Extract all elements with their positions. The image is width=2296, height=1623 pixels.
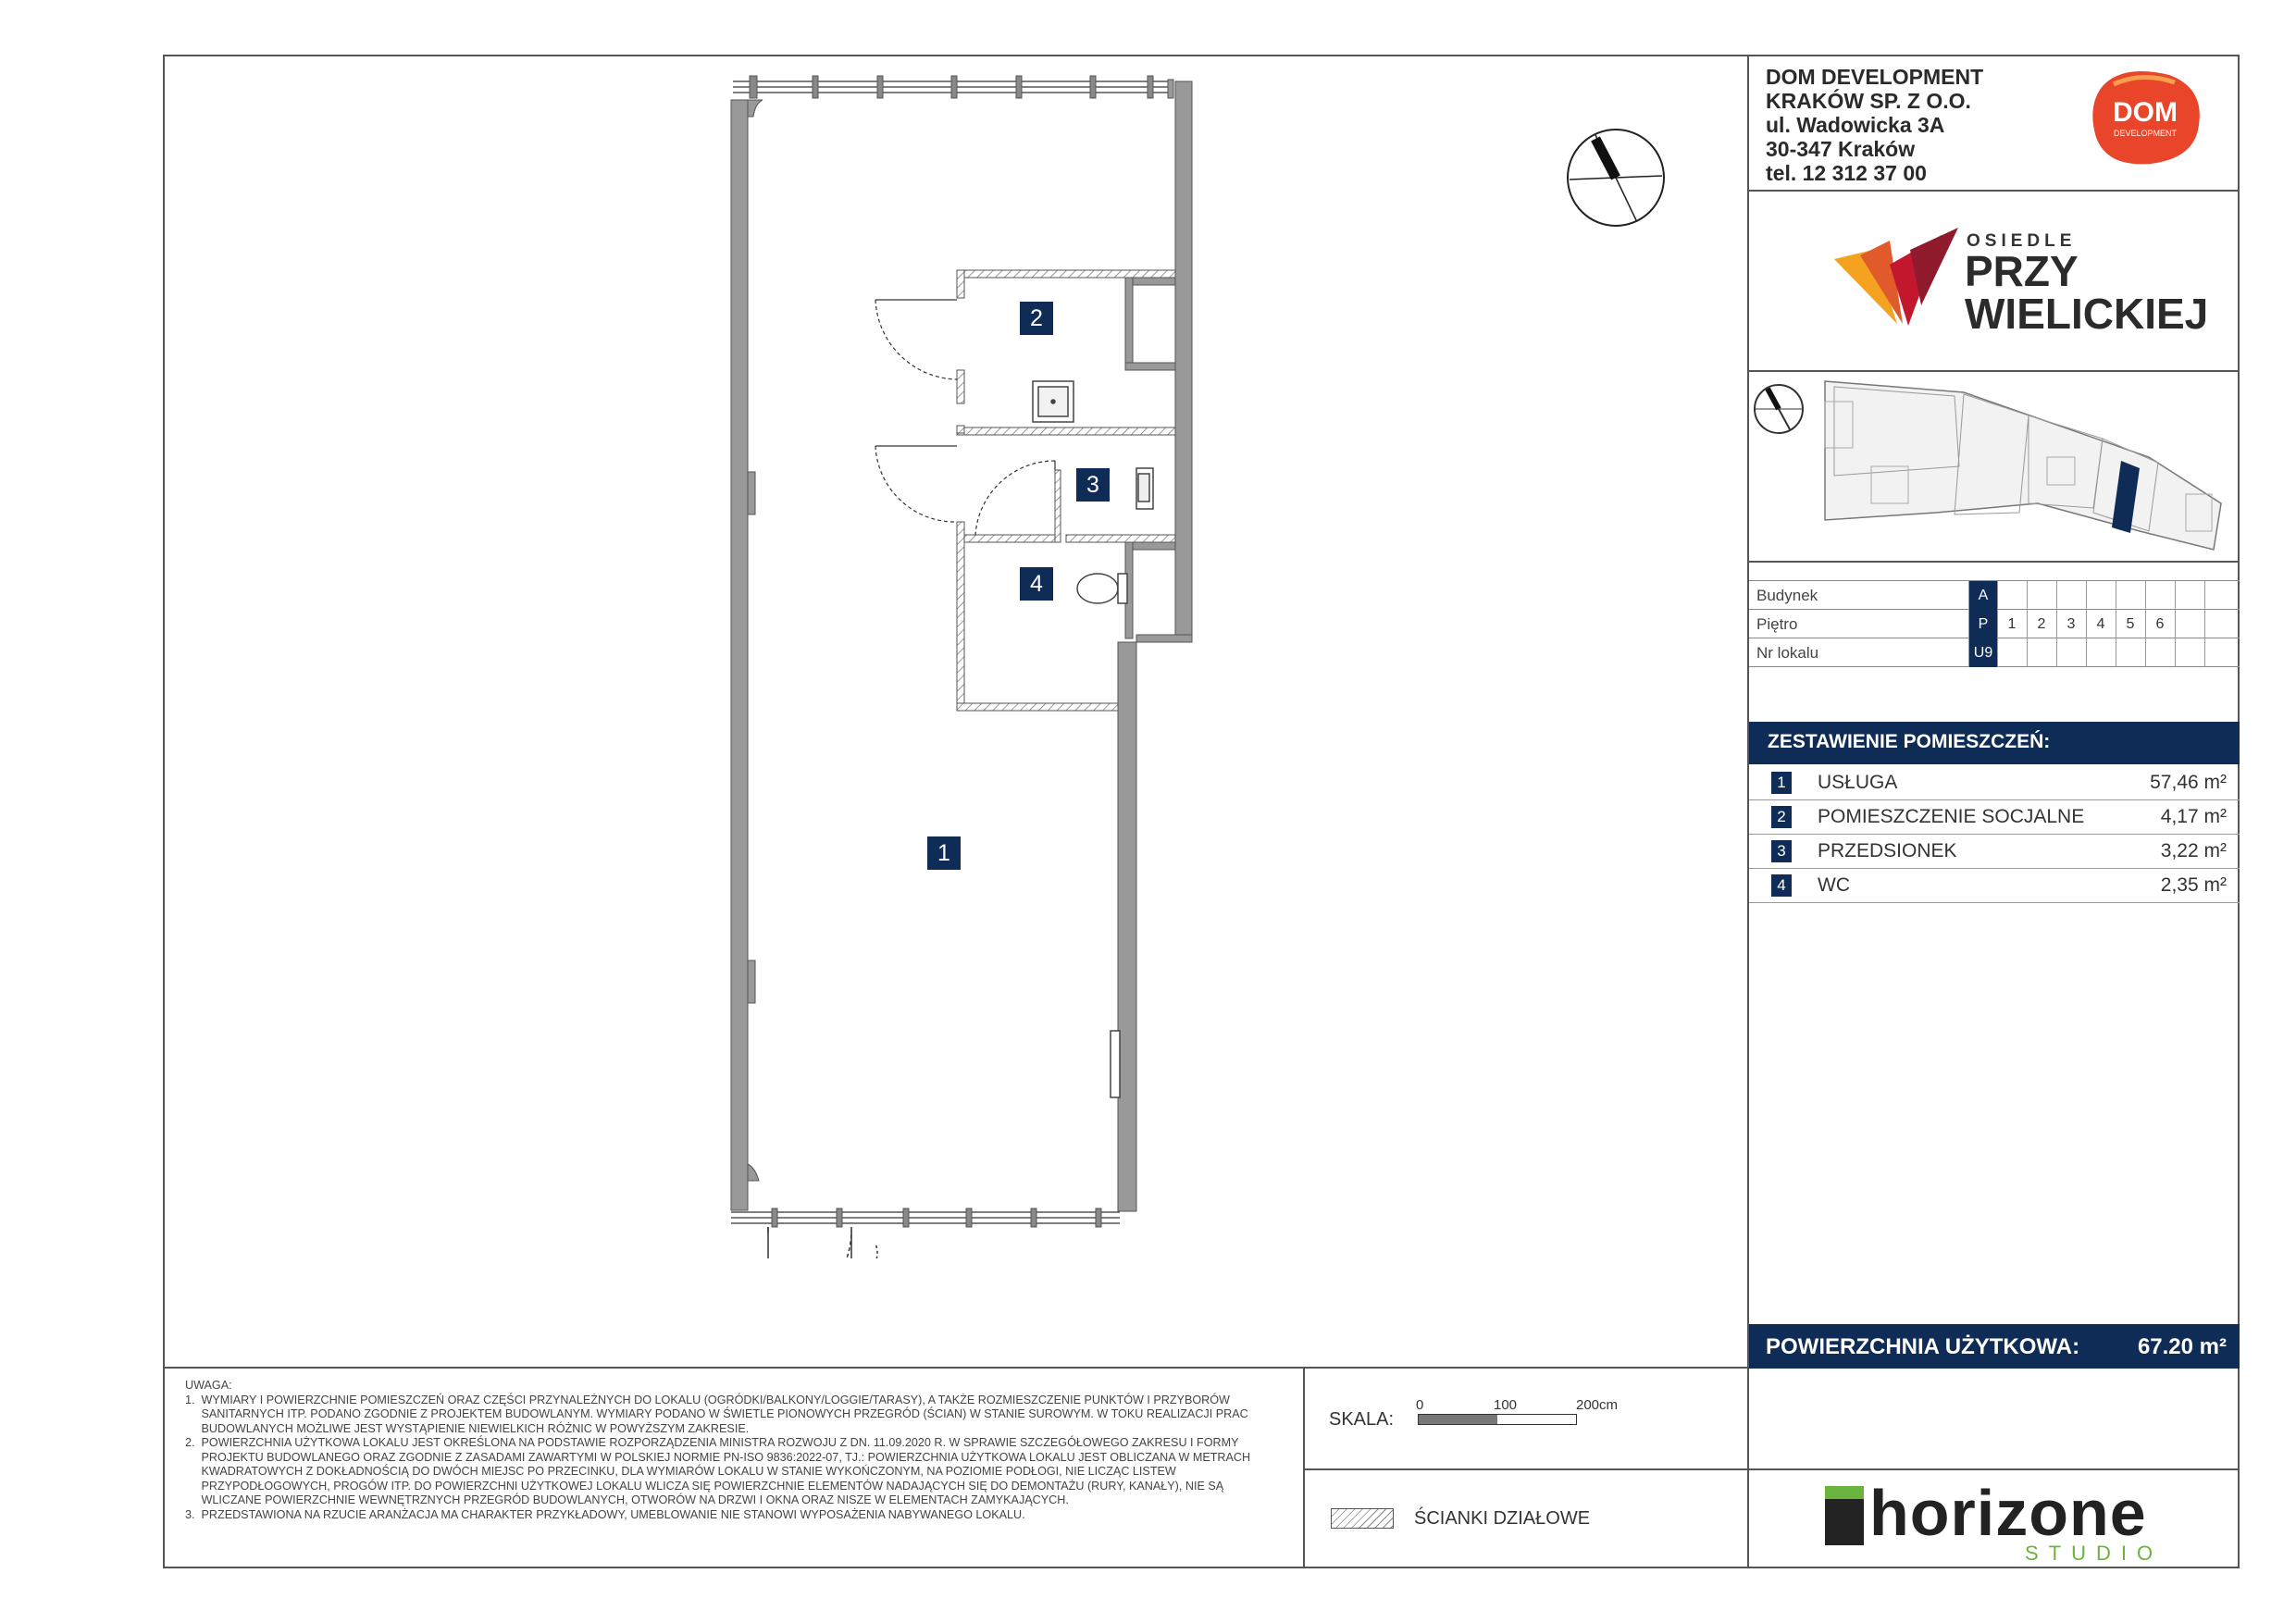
notes-line: WLICZANE POWIERZCHNIE WEWNĘTRZNYCH PRZEGRÓD BUDOWLANYCH, OTWORÓW NA DRZWI I OKNA ORAZ NISZE W ELEMENTACH ZAMYKAJĄCYCH.	[185, 1493, 1069, 1506]
plan-label-room-2: 2	[1020, 302, 1053, 335]
location-row-label: Nr lokalu	[1756, 644, 1819, 662]
location-cell	[2204, 581, 2233, 610]
keyplan-divider	[1747, 561, 2240, 563]
company-name-line1: DOM DEVELOPMENT	[1766, 65, 1984, 89]
total-area-value: 67.20 m²	[2137, 1334, 2227, 1359]
room-area: 4,17 m²	[2160, 806, 2227, 827]
location-cell: 5	[2116, 610, 2144, 638]
company-street: ul. Wadowicka 3A	[1766, 113, 1945, 137]
room-area: 2,35 m²	[2160, 874, 2227, 896]
dom-logo-word: DOM	[2113, 97, 2178, 128]
rooms-heading-text: ZESTAWIENIE POMIESZCZEŃ:	[1768, 731, 2051, 752]
key-plan	[1751, 374, 2238, 559]
room-row	[1749, 869, 2240, 903]
key-plan-drawing	[1751, 374, 2238, 559]
dom-development-logo	[2086, 68, 2206, 169]
scale-label: SKALA:	[1329, 1409, 1395, 1430]
notes-scale-divider	[1303, 1367, 1305, 1568]
company-address	[1766, 65, 1983, 185]
scale-tick-0: 0	[1416, 1397, 1424, 1413]
scale-bar-fill	[1419, 1415, 1497, 1424]
scale-tick-2: 200cm	[1576, 1397, 1619, 1413]
location-cell: P	[1968, 610, 1997, 638]
plan-label-room-3: 3	[1076, 468, 1110, 502]
location-cell	[2145, 581, 2174, 610]
location-cell	[1997, 638, 2026, 667]
studio-divider	[1747, 1468, 2240, 1470]
location-cell: 3	[2056, 610, 2085, 638]
room-number-badge: 3	[1771, 840, 1792, 862]
partition-legend-label: ŚCIANKI DZIAŁOWE	[1414, 1508, 1591, 1529]
location-cell	[2056, 638, 2085, 667]
notes-line: KWADRATOWYCH Z DOKŁADNOŚCIĄ DO DWÓCH MIEJSC PO PRZECINKU, DLA WYMIARÓW LOKALU W STANIE WYKOŃCZONYM, NA POZIOMIE PODŁOGI, NIE LICZĄC LISTEW	[185, 1465, 1176, 1478]
interior-doors	[875, 300, 1055, 535]
estate-logo-line2: PRZY	[1965, 247, 2079, 295]
studio-logo-word: horizone	[1869, 1477, 2147, 1549]
logo-divider-1	[1747, 190, 2240, 192]
location-cell: U9	[1968, 638, 1997, 667]
location-cell	[2116, 638, 2144, 667]
north-arrow-icon	[1564, 126, 1668, 229]
room-name: USŁUGA	[1818, 772, 1898, 793]
location-cell	[2204, 638, 2233, 667]
studio-logo-sub: STUDIO	[2025, 1542, 2164, 1565]
estate-logo-mark	[1832, 222, 1962, 333]
room-row	[1749, 835, 2240, 869]
room-name: PRZEDSIONEK	[1818, 840, 1957, 861]
notes-line: 3. PRZEDSTAWIONA NA RZUCIE ARANŻACJA MA CHARAKTER PRZYKŁADOWY, UMEBLOWANIE NIE STANOWI WYPOSAŻENIA NABYWANEGO LOKALU.	[185, 1507, 1025, 1521]
room-row	[1749, 766, 2240, 800]
estate-logo-line3: WIELICKIEJ	[1965, 290, 2209, 338]
location-cell	[2027, 638, 2055, 667]
dom-logo-sub: DEVELOPMENT	[2113, 129, 2177, 138]
notes-title: UWAGA:	[185, 1379, 232, 1392]
location-cell	[2175, 610, 2203, 638]
notes-lines	[185, 1394, 1277, 1523]
studio-logo-accent	[1825, 1486, 1864, 1499]
total-area-label: POWIERZCHNIA UŻYTKOWA:	[1766, 1334, 2080, 1359]
location-cell	[2145, 638, 2174, 667]
room-name: WC	[1818, 874, 1850, 896]
notes-line: SANITARNYCH ITP. PODANO ZGODNIE Z PROJEKTEM BUDOWLANYM. WYMIARY PODANO W ŚWIETLE PIONOWYCH PRZEGRÓD (ŚCIAN) W STANIE SUROWYM. W TOKU REALIZACJI PRAC	[185, 1407, 1248, 1420]
plan-label-room-4: 4	[1020, 567, 1053, 601]
entrance-doors	[768, 1227, 877, 1258]
partition-legend-swatch	[1331, 1508, 1394, 1529]
room-row	[1749, 800, 2240, 835]
studio-logo	[1821, 1477, 2210, 1566]
location-cell: 4	[2086, 610, 2115, 638]
location-cell	[2027, 581, 2055, 610]
location-cell: A	[1968, 581, 1997, 610]
notes	[185, 1379, 1277, 1522]
room-number-badge: 4	[1771, 874, 1792, 897]
company-name-line2: KRAKÓW SP. Z O.O.	[1766, 89, 1971, 113]
room-area: 57,46 m²	[2150, 772, 2227, 793]
location-cell: 2	[2027, 610, 2055, 638]
bottom-window	[731, 1208, 1120, 1227]
logo-divider-2	[1747, 370, 2240, 372]
total-area-bar	[1749, 1324, 2240, 1369]
room-name: POMIESZCZENIE SOCJALNE	[1818, 806, 2085, 827]
plan-label-room-1: 1	[927, 836, 961, 870]
location-cell	[2086, 638, 2115, 667]
estate-logo	[1832, 222, 2209, 342]
rooms-heading	[1749, 722, 2240, 764]
location-row-label: Piętro	[1756, 615, 1798, 633]
room-area: 3,22 m²	[2160, 840, 2227, 861]
notes-line: 1. WYMIARY I POWIERZCHNIE POMIESZCZEŃ ORAZ CZĘŚCI PRZYNALEŻNYCH DO LOKALU (OGRÓDKI/BALKONY/LOGGIE/TARASY), A TAKŻE ROZMIESZCZENIE PUNKTÓW I PRZYBORÓW	[185, 1393, 1230, 1406]
notes-line: PROJEKTU BUDOWLANEGO ORAZ ZGODNIE Z ZASADAMI ZAWARTYMI W POLSKIEJ NORMIE PN-ISO 9836:2022-07, TJ.: POWIERZCHNIA UŻYTKOWA LOKALU JEST OBLICZANA W METRACH	[185, 1450, 1251, 1464]
estate-logo-line1: OSIEDLE	[1967, 231, 2077, 251]
location-cell: 6	[2145, 610, 2174, 638]
company-phone: tel. 12 312 37 00	[1766, 161, 1927, 185]
notes-line: PRZYPODŁOGOWYCH, PROGÓW ITP. DO POWIERZCHNI UŻYTKOWEJ LOKALU WLICZA SIĘ POWIERZCHNIE ELEMENTÓW NADAJĄCYCH SIĘ DO DEMONTAŻU (RURY, KANAŁY), NIE SĄ	[185, 1479, 1224, 1493]
notes-divider	[163, 1367, 1749, 1369]
floor-plan	[722, 74, 1203, 1258]
room-number-badge: 2	[1771, 806, 1792, 828]
scale-bar	[1418, 1414, 1577, 1425]
location-cell	[2116, 581, 2144, 610]
location-cell	[1997, 581, 2026, 610]
notes-line: 2. POWIERZCHNIA UŻYTKOWA LOKALU JEST OKREŚLONA NA PODSTAWIE ROZPORZĄDZENIA MINISTRA ROZWOJU Z DN. 11.09.2020 R. W SPRAWIE SZCZEGÓŁOWEGO ZAKRESU I FORMY	[185, 1436, 1239, 1449]
room-number-badge: 1	[1771, 772, 1792, 794]
scale-tick-1: 100	[1494, 1397, 1518, 1413]
notes-line: BUDOWLANYCH MOŻLIWE JEST WYSTĄPIENIE NIEWIELKICH RÓŻNIC W POWYŻSZYM ZAKRESIE.	[185, 1421, 750, 1435]
top-window	[733, 76, 1168, 98]
installation-shafts	[1125, 278, 1175, 638]
location-cell	[2086, 581, 2115, 610]
scale-legend-divider	[1303, 1468, 1749, 1470]
location-cell	[2056, 581, 2085, 610]
company-city: 30-347 Kraków	[1766, 137, 1916, 161]
location-cell	[2175, 581, 2203, 610]
location-cell	[2204, 610, 2233, 638]
location-cell	[2175, 638, 2203, 667]
location-cell: 1	[1997, 610, 2026, 638]
location-row-label: Budynek	[1756, 587, 1818, 604]
